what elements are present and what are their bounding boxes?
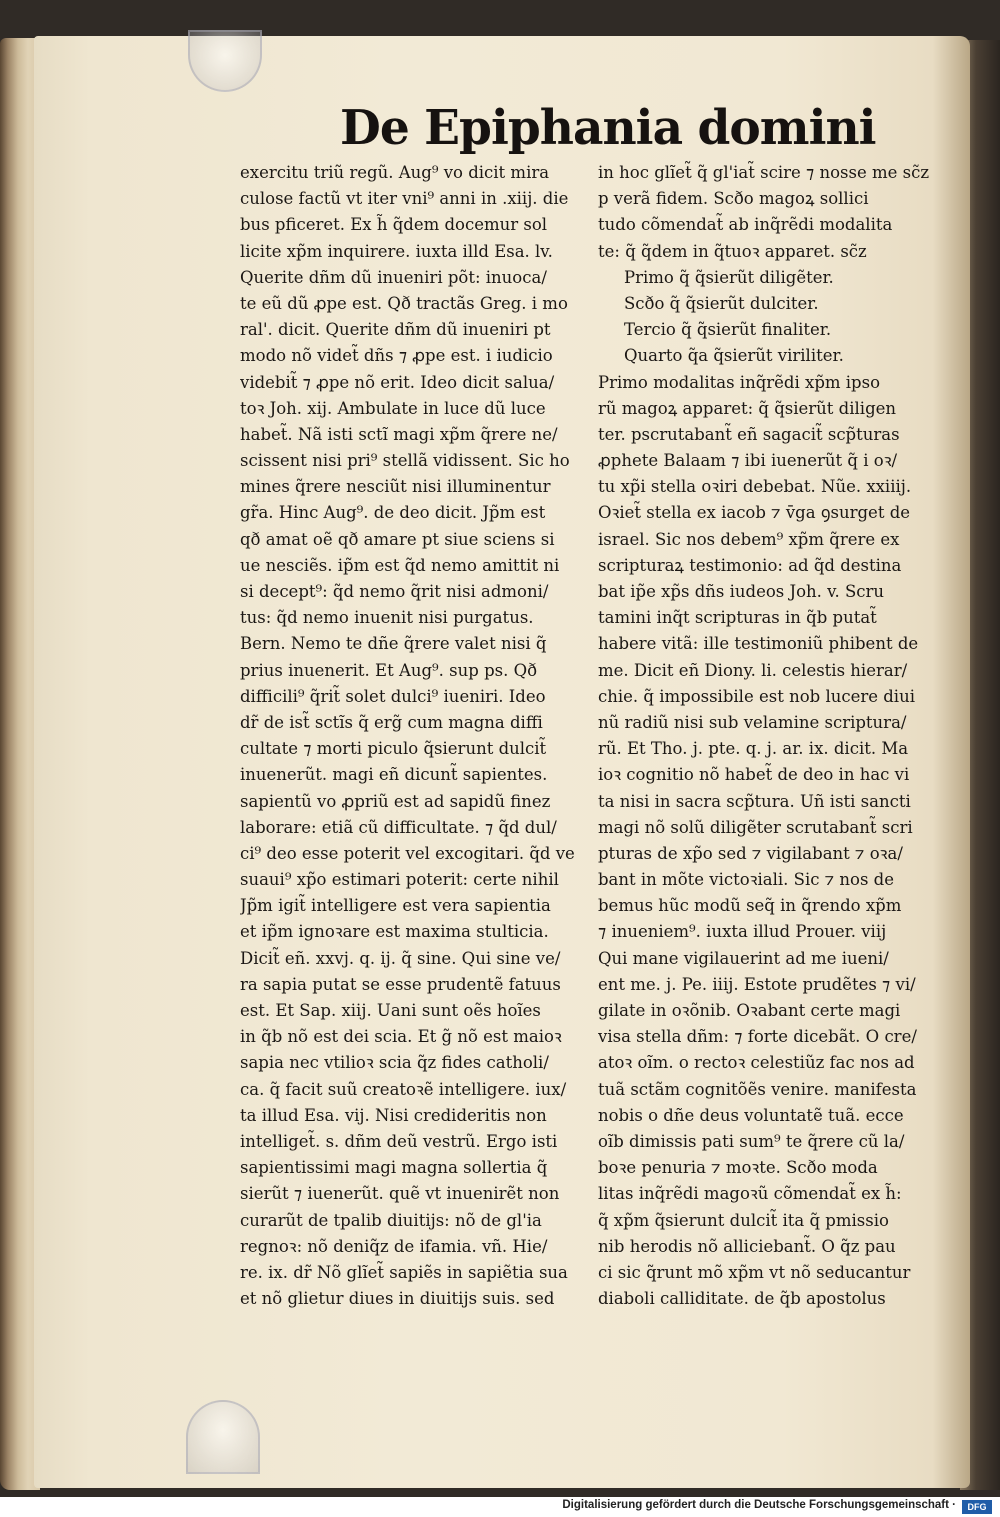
text-line: nũ radiũ nisi sub velamine scriptura/	[598, 712, 907, 732]
text-line: ta illud Esa. vij. Nisi credideritis non	[240, 1105, 547, 1125]
text-line: litas inq̃rẽdi magoꝛũ cõmendat̃ ex h̃:	[598, 1184, 902, 1204]
text-line: Querite dñm dũ inueniri põt: inuoca/	[240, 267, 547, 287]
text-line: et nõ glietur diues in diuitijs suis. sed	[240, 1289, 555, 1309]
text-line: culose factũ vt iter vni⁹ anni in .xiij. die	[240, 189, 569, 209]
text-line: si decept⁹: q̃d nemo q̃rit nisi admoni/	[240, 582, 549, 601]
text-line: laborare: etiã cũ difficultate. ⁊ q̃d dul/	[240, 817, 557, 837]
text-line: visa stella dñm: ⁊ forte dicebãt. O cre/	[598, 1027, 917, 1047]
text-line: Dicit̃ eñ. xxvj. q. ij. q̃ sine. Qui sine ve/	[240, 948, 561, 968]
dfg-logo: DFG	[962, 1500, 992, 1514]
text-line: ent me. j. Pe. iiij. Estote prudẽtes ⁊ vi/	[598, 974, 916, 994]
text-line: sapientissimi magi magna sollertia q̃	[240, 1158, 548, 1178]
text-line: israel. Sic nos debem⁹ xp̃m q̃rere ex	[598, 529, 900, 549]
text-line: bat ip̃e xp̃s dñs iudeos Joh. v. Scru	[598, 582, 885, 601]
text-line: ꝓphete Balaam ⁊ ibi iuenerũt q̃ i oꝛ/	[598, 451, 898, 471]
text-line: difficili⁹ q̃rit̃ solet dulci⁹ iueniri. Ideo	[240, 686, 546, 706]
text-line: Oꝛiet̃ stella ex iacob ⁊ v̄ga ꝯsurget de	[598, 503, 911, 523]
text-line: re. ix. dr̃ Nõ glĩet̃ sapiẽs in sapiẽtia sua	[240, 1262, 568, 1282]
text-line: tus: q̃d nemo inuenit nisi purgatus.	[240, 608, 534, 628]
text-line: scripturaꝝ testimonio: ad q̃d destina	[598, 555, 902, 575]
text-line: boꝛe penuria ⁊ moꝛte. Scðo moda	[598, 1158, 878, 1178]
text-line: Primo modalitas inq̃rẽdi xp̃m ipso	[598, 372, 881, 392]
text-line: Primo q̃ q̃sierũt diligẽter.	[624, 267, 834, 287]
text-line: est. Et Sap. xiij. Uani sunt oẽs hoĩes	[240, 1001, 541, 1020]
text-line: toꝛ Joh. xij. Ambulate in luce dũ luce	[240, 398, 546, 418]
text-line: nobis o dñe deus voluntatẽ tuã. ecce	[598, 1105, 904, 1125]
text-line: oĩb dimissis pati sum⁹ te q̃rere cũ la/	[598, 1131, 905, 1151]
text-line: ra sapia putat se esse prudentẽ fatuus	[240, 974, 561, 994]
text-line: q̃ xp̃m q̃sierunt dulcit̃ ita q̃ pmissio	[598, 1210, 889, 1230]
text-line: ci⁹ deo esse poterit vel excogitari. q̃d ve	[240, 843, 575, 863]
text-line: mines q̃rere nesciũt nisi illuminentur	[240, 477, 551, 497]
text-line: rũ magoꝝ apparet: q̃ q̃sierũt diligen	[598, 398, 897, 418]
text-line: me. Dicit eñ Diony. li. celestis hierar/	[598, 660, 908, 680]
funding-notice: Digitalisierung gefördert durch die Deutsche Forschungsgemeinschaft ·	[562, 1499, 956, 1511]
text-column-right	[598, 160, 946, 1312]
text-line: regnoꝛ: nõ deniq̃z de ifamia. vñ. Hie/	[240, 1236, 548, 1256]
text-line: et ip̃m ignoꝛare est maxima stulticia.	[240, 922, 549, 942]
text-line: bemus hũc modũ seq̃ in q̃rendo xp̃m	[598, 896, 902, 916]
text-line: ter. pscrutabant̃ eñ sagacit̃ scp̃turas	[598, 424, 900, 444]
text-line: suaui⁹ xp̃o estimari poterit: certe nihil	[240, 870, 559, 890]
text-line: bant in mõte victoꝛiali. Sic ⁊ nos de	[598, 870, 895, 890]
text-line: ⁊ inueniem⁹. iuxta illud Prouer. viij	[598, 922, 887, 942]
text-line: ue nesciẽs. ip̃m est q̃d nemo amittit ni	[240, 555, 560, 575]
text-line: intelliget̃. s. dñm deũ vestrũ. Ergo isti	[240, 1131, 558, 1151]
text-line: tudo cõmendat̃ ab inq̃rẽdi modalita	[598, 215, 893, 235]
text-line: ral'. dicit. Querite dñm dũ inueniri pt	[240, 320, 551, 340]
text-line: ta nisi in sacra scp̃tura. Uñ isti sancti	[598, 791, 911, 811]
text-line: exercitu triũ regũ. Aug⁹ vo dicit mira	[240, 163, 550, 182]
text-line: habet̃. Nã isti sctĩ magi xp̃m q̃rere ne/	[240, 424, 558, 444]
text-line: nib herodis nõ alliciebant̃. O q̃z pau	[598, 1236, 896, 1256]
text-line: atoꝛ oĩm. o rectoꝛ celestiũz fac nos ad	[598, 1053, 915, 1073]
text-line: p verã fidem. Scðo magoꝝ sollici	[598, 189, 869, 209]
text-line: Bern. Nemo te dñe q̃rere valet nisi q̃	[240, 634, 547, 654]
text-line: chie. q̃ impossibile est nob lucere diui	[598, 686, 915, 706]
text-line: bus pficeret. Ex h̃ q̃dem docemur sol	[240, 215, 548, 235]
text-line: prius inuenerit. Et Aug⁹. sup ps. Qð	[240, 660, 538, 680]
text-line: Quarto q̃a q̃sierũt viriliter.	[624, 346, 844, 366]
footer-bar	[0, 1497, 1000, 1517]
text-line: Scðo q̃ q̃sierũt dulciter.	[624, 293, 819, 313]
page-heading: De Epiphania domini	[340, 100, 876, 156]
text-line: te eũ dũ ꝓpe est. Qð tractãs Greg. i mo	[240, 293, 568, 313]
text-line: Tercio q̃ q̃sierũt finaliter.	[624, 320, 832, 340]
text-line: scissent nisi pri⁹ stellã vidissent. Sic ho	[240, 451, 570, 471]
text-line: pturas de xp̃o sed ⁊ vigilabant ⁊ oꝛa/	[598, 843, 903, 863]
text-line: tu xp̃i stella oꝛiri debebat. Nũe. xxiiij.	[598, 477, 912, 497]
text-line: ca. q̃ facit suũ creatoꝛẽ intelligere. iux/	[240, 1079, 567, 1099]
text-line: gr̃a. Hinc Aug⁹. de deo dicit. Jp̃m est	[240, 503, 546, 523]
text-column-left	[240, 160, 598, 1312]
text-line: sierũt ⁊ iuenerũt. quẽ vt inuenirẽt non	[240, 1184, 560, 1204]
text-line: sapia nec vtilioꝛ scia q̃z fides catholi/	[240, 1053, 549, 1073]
text-line: in q̃b nõ est dei scia. Et g̃ nõ est maioꝛ	[240, 1027, 562, 1047]
text-line: ioꝛ cognitio nõ habet̃ de deo in hac vi	[598, 765, 910, 785]
text-line: qð amat oẽ qð amare pt siue sciens si	[240, 529, 555, 549]
text-line: Jp̃m igit̃ intelligere est vera sapientia	[240, 896, 551, 916]
text-line: tuã sctãm cognitõẽs venire. manifesta	[598, 1079, 917, 1099]
text-line: magi nõ solũ diligẽter scrutabant̃ scri	[598, 817, 913, 837]
text-line: modo nõ videt̃ dñs ⁊ ꝓpe est. i iudicio	[240, 346, 553, 366]
text-line: cultate ⁊ morti piculo q̃sierunt dulcit̃	[240, 739, 547, 759]
page-clip-bottom	[186, 1400, 260, 1474]
text-line: ci sic q̃runt mõ xp̃m vt nõ seducantur	[598, 1262, 911, 1282]
text-line: gilate in oꝛõnib. Oꝛabant certe magi	[598, 1001, 901, 1020]
text-line: diaboli calliditate. de q̃b apostolus	[598, 1289, 886, 1309]
text-line: in hoc glĩet̃ q̃ gl'iat̃ scire ⁊ nosse me sc̃z	[598, 163, 930, 182]
text-line: rũ. Et Tho. j. pte. q. j. ar. ix. dicit. Ma	[598, 739, 909, 759]
text-line: videbit̃ ⁊ ꝓpe nõ erit. Ideo dicit salua/	[240, 372, 555, 392]
text-line: inuenerũt. magi eñ dicunt̃ sapientes.	[240, 765, 548, 785]
text-line: habere vitã: ille testimoniũ phibent de	[598, 634, 919, 654]
text-line: dr̃ de ist̃ sctĩs q̃ erg̃ cum magna diffi	[240, 712, 543, 732]
text-line: curarũt de tpalib diuitijs: nõ de gl'ia	[240, 1210, 542, 1230]
text-line: licite xp̃m inquirere. iuxta illd Esa. lv.	[240, 241, 553, 261]
text-line: te: q̃ q̃dem in q̃tuoꝛ apparet. sc̃z	[598, 241, 867, 261]
text-line: Qui mane vigilauerint ad me iueni/	[598, 948, 889, 968]
text-line: tamini inq̃t scripturas in q̃b putat̃	[598, 608, 877, 628]
text-line: sapientũ vo ꝓpriũ est ad sapidũ finez	[240, 791, 551, 811]
